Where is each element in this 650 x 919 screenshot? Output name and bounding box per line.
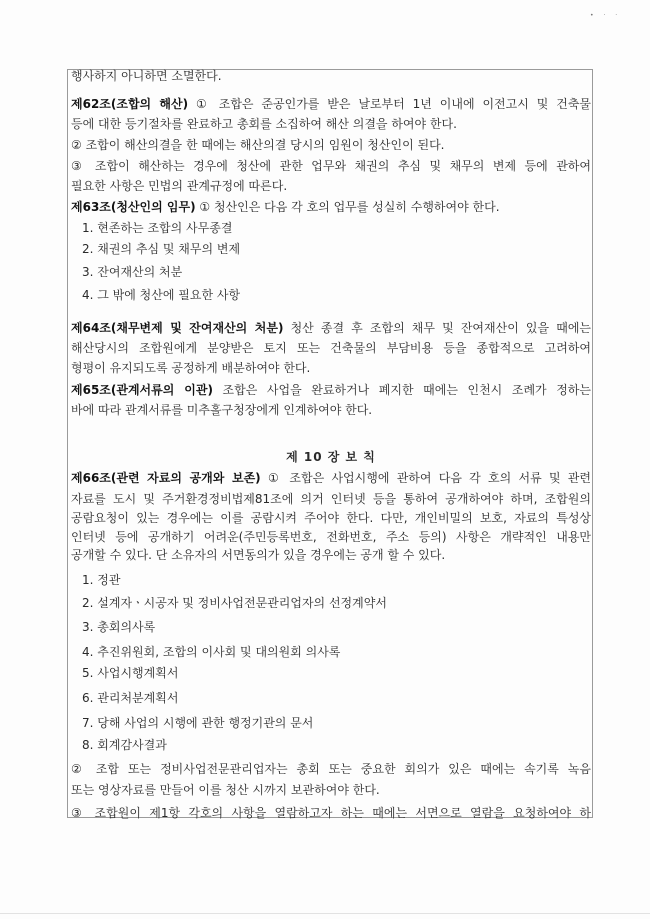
line-text: 5. 사업시행계획서 <box>82 666 179 680</box>
line-text: 4. 그 밖에 청산에 필요한 사항 <box>82 288 241 302</box>
list-item <box>82 287 602 303</box>
line-text: 8. 회계감사결과 <box>82 738 167 752</box>
list-item <box>82 665 602 681</box>
text-line <box>71 782 591 798</box>
text-line <box>71 158 591 174</box>
line-text: ① 조합은 준공인가를 받은 날로부터 1년 이내에 이전고시 및 건축물 <box>188 97 591 111</box>
line-text: 3. 잔여재산의 처분 <box>82 265 183 279</box>
list-item <box>82 737 602 753</box>
text-line <box>71 402 591 418</box>
line-text: ③ 조합원이 제1항 각호의 사항을 열람하고자 하는 때에는 서면으로 열람을 요청하여야 하 <box>71 806 591 820</box>
line-text: ① 조합은 사업시행에 관하여 다음 각 호의 서류 및 관련 <box>260 471 591 485</box>
chapter-heading: 제 10 장 보 칙 <box>286 450 376 464</box>
list-item <box>82 690 602 706</box>
line-text: 3. 총회의사록 <box>82 620 156 634</box>
article-title: 제66조(관련 자료의 공개와 보존) <box>71 471 261 485</box>
article-title: 제65조(관계서류의 이관) <box>71 383 213 397</box>
text-line <box>71 547 591 563</box>
list-item <box>82 572 602 588</box>
text-line <box>71 178 591 194</box>
line-text: ② 조합 또는 정비사업전문관리업자는 총회 또는 중요한 회의가 있은 때에는 속기록 녹음 <box>71 762 591 776</box>
text-line <box>71 805 591 821</box>
article-line <box>71 382 591 398</box>
list-item <box>82 644 602 660</box>
article-line <box>71 320 591 336</box>
line-text: ② 조합이 해산의결을 한 때에는 해산의결 당시의 임원이 청산인이 된다. <box>71 138 445 152</box>
line-text: 바에 따라 관계서류를 미추홀구청장에게 인계하여야 한다. <box>71 403 373 417</box>
line-text: ③ 조합이 해산하는 경우에 청산에 관한 업무와 채권의 추심 및 채무의 변제 등에 관하여 <box>71 159 591 173</box>
article-line <box>71 470 591 486</box>
text-line <box>71 761 591 777</box>
line-text: 행사하지 아니하면 소멸한다. <box>71 69 222 83</box>
page-edge-line <box>0 913 650 914</box>
article-title: 제63조(청산인의 임무) <box>71 200 196 214</box>
line-text: 형평이 유지되도록 공정하게 배분하여야 한다. <box>71 361 311 375</box>
line-text: 1. 정관 <box>82 573 121 587</box>
article-line <box>71 96 591 112</box>
line-text: 조합은 사업을 완료하거나 폐지한 때에는 인천시 조례가 정하는 <box>212 383 591 397</box>
line-text: ① 청산인은 다음 각 호의 업무를 성실히 수행하여야 한다. <box>195 200 500 214</box>
line-text: 또는 영상자료를 만들어 이를 청산 시까지 보관하여야 한다. <box>71 783 380 797</box>
scan-artifact: • · · <box>590 12 622 19</box>
text-line <box>71 116 591 132</box>
text-line <box>71 529 591 545</box>
line-text: 청산 종결 후 조합의 채무 및 잔여재산이 있을 때에는 <box>283 321 591 335</box>
line-text: 자료를 도시 및 주거환경정비법제81조에 의거 인터넷 등을 통하여 공개하여야 하며, 조합원의 <box>71 492 591 506</box>
line-text: 2. 설계자ㆍ시공자 및 정비사업전문관리업자의 선정계약서 <box>82 596 387 610</box>
line-text: 4. 추진위원회, 조합의 이사회 및 대의원회 의사록 <box>82 645 341 659</box>
line-text: 공개할 수 있다. 단 소유자의 서면동의가 있을 경우에는 공개 할 수 있다. <box>71 548 446 562</box>
line-text: 등에 대한 등기절차를 완료하고 총회를 소집하여 해산 의결을 하여야 한다. <box>71 117 457 131</box>
text-line <box>71 137 591 153</box>
text-line <box>71 340 591 356</box>
line-text: 6. 관리처분계획서 <box>82 691 179 705</box>
article-line <box>71 199 591 215</box>
line-text: 인터넷 등에 공개하기 어려운(주민등록번호, 전화번호, 주소 등의) 사항은 개략적인 내용만 <box>71 530 591 544</box>
line-text: 해산당시의 조합원에게 분양받은 토지 또는 건축물의 부담비용 등을 종합적으로 고려하여 <box>71 341 591 355</box>
list-item <box>82 241 602 257</box>
line-text: 7. 당해 사업의 시행에 관한 행정기관의 문서 <box>82 716 314 730</box>
list-item <box>82 264 602 280</box>
text-line <box>71 360 591 376</box>
line-text: 1. 현존하는 조합의 사무종결 <box>82 221 233 235</box>
list-item <box>82 715 602 731</box>
text-line <box>71 510 591 526</box>
text-line <box>71 68 591 84</box>
line-text: 필요한 사항은 민법의 관계규정에 따른다. <box>71 179 288 193</box>
article-title: 제62조(조합의 해산) <box>71 97 189 111</box>
list-item <box>82 220 602 236</box>
text-line <box>71 491 591 507</box>
line-text: 2. 채권의 추심 및 채무의 변제 <box>82 242 241 256</box>
article-title: 제64조(채무변제 및 잔여재산의 처분) <box>71 321 284 335</box>
line-text: 공람요청이 있는 경우에는 이를 공람시켜 주어야 한다. 다만, 개인비밀의 보호, 자료의 특성상 <box>71 511 591 525</box>
list-item <box>82 595 602 611</box>
list-item <box>82 619 602 635</box>
